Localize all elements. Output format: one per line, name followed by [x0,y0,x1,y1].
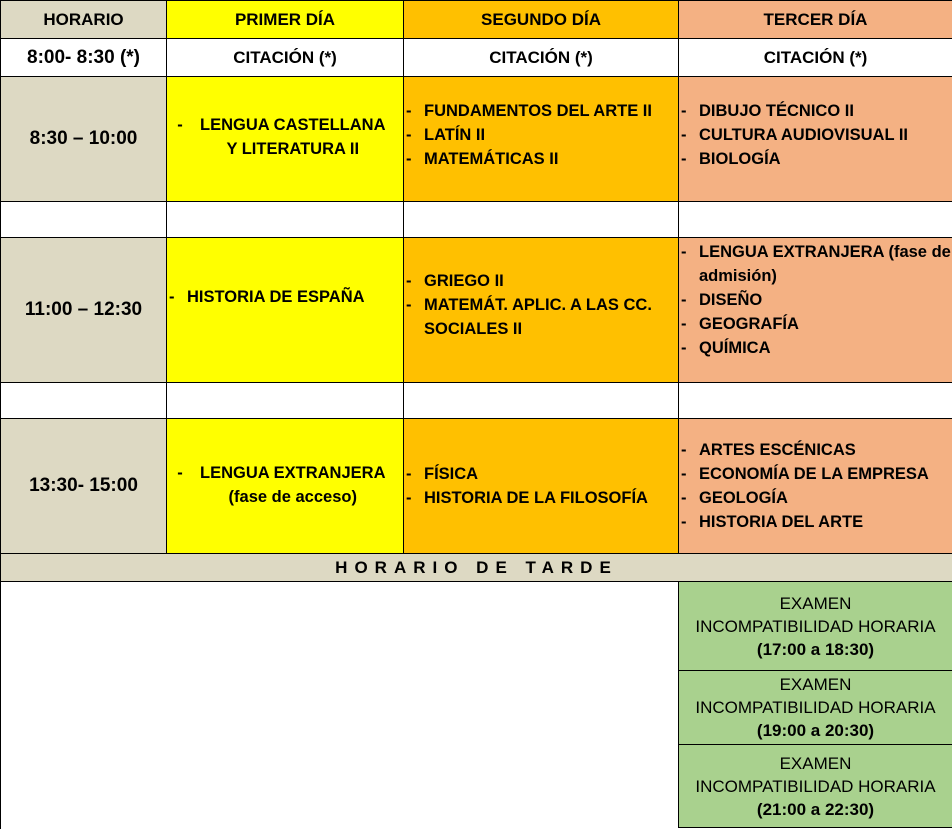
slot1-day3 [678,76,952,202]
dash: - [406,102,412,120]
list-item [681,312,952,336]
list-item [681,147,952,171]
slot2-day3 [678,237,952,383]
list-item [681,486,952,510]
slot2-day2 [403,237,679,383]
slot1-time [0,76,167,202]
citation-day2-label: CITACIÓN (*) [489,47,593,67]
list-item [681,99,952,123]
subject: HISTORIA DE ESPAÑA [187,288,365,306]
dash: - [681,102,687,120]
spacer-cell [678,382,952,419]
dash: - [681,489,687,507]
slot3-time [0,418,167,554]
list-item [406,123,678,147]
subject: GRIEGO II [424,272,504,290]
exam-subtitle: INCOMPATIBILIDAD HORARIA [695,698,936,717]
header-day1 [166,0,404,39]
list-item [681,510,952,534]
list-item [167,461,403,509]
subject: DISEÑO [699,291,763,309]
dash: - [681,465,687,483]
list-item [406,293,678,341]
header-day2-label: SEGUNDO DÍA [481,9,601,29]
exam-title: EXAMEN [779,753,852,773]
exam-title: EXAMEN [779,675,852,694]
slot2-time-label: 11:00 – 12:30 [24,299,143,320]
list-item [681,462,952,486]
subject: LENGUA EXTRANJERA (fase de admisión) [699,243,951,285]
dash: - [406,465,412,483]
list-item [681,438,952,462]
subject: MATEMÁTICAS II [424,150,559,168]
slot3-day3 [678,418,952,554]
dash: - [681,315,687,333]
subject: QUÍMICA [699,339,771,357]
header-day3-label: TERCER DÍA [763,9,868,29]
citation-day3-label: CITACIÓN (*) [763,47,868,67]
dash: - [681,339,687,357]
subject: GEOGRAFÍA [699,315,799,333]
subject: ECONOMÍA DE LA EMPRESA [699,465,929,483]
citation-day1-label: CITACIÓN (*) [233,47,337,67]
list-item [167,113,403,161]
exam-time: (17:00 a 18:30) [756,639,875,659]
dash: - [681,441,687,459]
dash: - [681,243,687,261]
dash: - [406,126,412,144]
dash: - [169,288,175,306]
slot3-time-label: 13:30- 15:00 [29,475,138,496]
dash: - [681,513,687,531]
subject: DIBUJO TÉCNICO II [699,102,854,120]
exam-cell [678,670,952,745]
slot2-time [0,237,167,383]
dash: - [406,296,412,314]
dash: - [681,291,687,309]
dash: - [681,150,687,168]
slot2-day1 [166,237,404,383]
exam-subtitle: INCOMPATIBILIDAD HORARIA [695,616,936,636]
slot3-day2 [403,418,679,554]
exam-cell [678,581,952,671]
citation-day2 [403,38,679,77]
header-day2 [403,0,679,39]
exam-subtitle: INCOMPATIBILIDAD HORARIA [695,776,936,796]
subject: ARTES ESCÉNICAS [699,441,856,459]
exam-time: (19:00 a 20:30) [756,721,875,740]
spacer-cell [678,201,952,238]
list-item [406,462,678,486]
list-item [681,288,952,312]
spacer-cell [403,382,679,419]
list-item [406,99,678,123]
spacer-cell [166,201,404,238]
subject: FÍSICA [424,465,479,483]
subject: MATEMÁT. APLIC. A LAS CC. SOCIALES II [424,296,652,338]
subject: LATÍN II [424,126,486,144]
spacer-cell [0,201,167,238]
dash: - [406,272,412,290]
subject: BIOLOGÍA [699,150,781,168]
dash: - [177,464,183,482]
spacer-cell [166,382,404,419]
afternoon-empty-area [0,581,679,829]
slot3-day1 [166,418,404,554]
slot1-day2 [403,76,679,202]
header-horario-label: HORARIO [43,9,124,29]
exam-time: (21:00 a 22:30) [756,799,875,819]
dash: - [681,126,687,144]
subject: FUNDAMENTOS DEL ARTE II [424,102,652,120]
citation-day3 [678,38,952,77]
list-item [681,336,952,360]
afternoon-title [0,553,952,582]
subject: HISTORIA DE LA FILOSOFÍA [424,489,648,507]
citation-time [0,38,167,77]
list-item [406,269,678,293]
list-item [681,123,952,147]
list-item [406,486,678,510]
subject: LENGUA EXTRANJERA (fase de acceso) [200,464,386,506]
dash: - [406,489,412,507]
list-item [406,147,678,171]
afternoon-title-label: HORARIO DE TARDE [335,557,618,577]
dash: - [406,150,412,168]
subject: HISTORIA DEL ARTE [699,513,864,531]
exam-cell [678,744,952,828]
spacer-cell [0,382,167,419]
citation-time-label: 8:00- 8:30 (*) [27,46,140,68]
subject: GEOLOGÍA [699,489,788,507]
list-item [169,285,403,309]
slot1-time-label: 8:30 – 10:00 [29,128,138,149]
subject: CULTURA AUDIOVISUAL II [699,126,908,144]
dash: - [177,116,183,134]
header-day3 [678,0,952,39]
subject: LENGUA CASTELLANA Y LITERATURA II [200,116,386,158]
header-day1-label: PRIMER DÍA [234,9,336,29]
exam-title: EXAMEN [779,593,852,613]
spacer-cell [403,201,679,238]
list-item [681,240,952,288]
slot1-day1 [166,76,404,202]
header-horario [0,0,167,39]
citation-day1 [166,38,404,77]
